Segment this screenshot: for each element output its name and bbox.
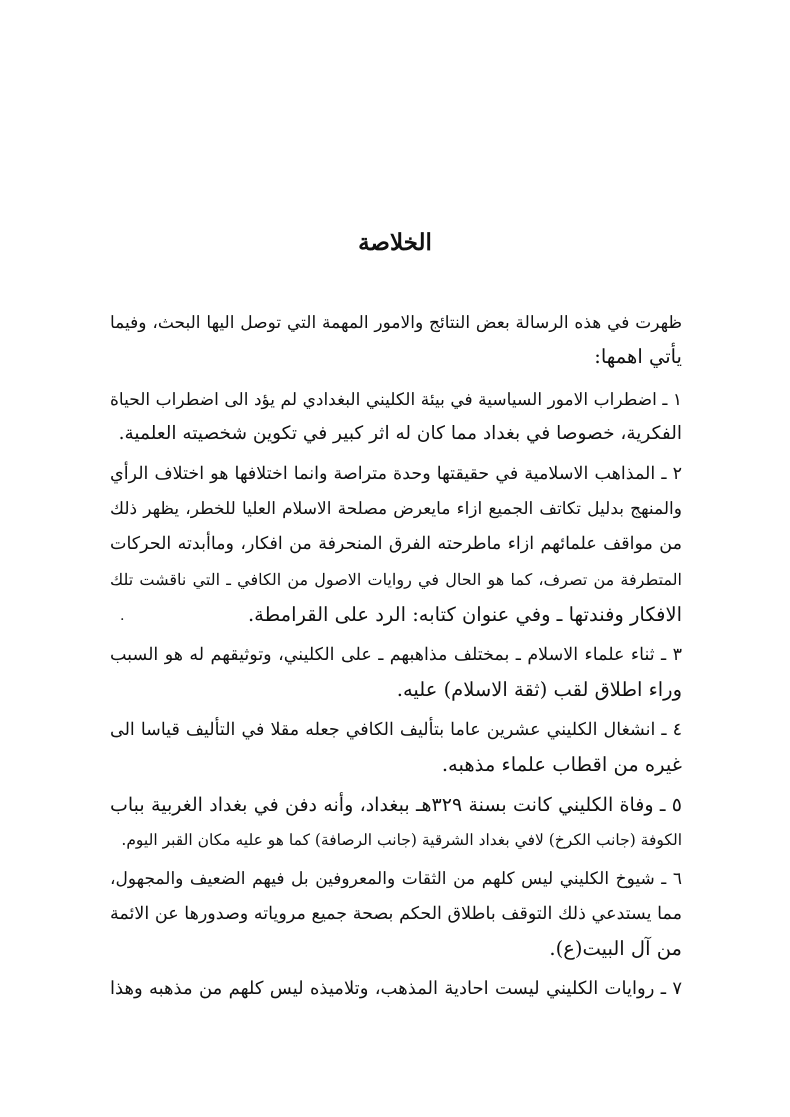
text-line: ١ ـ اضطراب الامور السياسية في بيئة الكليني البغدادي لم يؤد الى اضطراب الحياة: [110, 390, 682, 410]
text-line: من مواقف علمائهم ازاء ماطرحته الفرق المنحرفة من افكار، وماأبدته الحركات: [110, 534, 682, 554]
text-line: وراء اطلاق لقب (ثقة الاسلام) عليه.: [396, 678, 682, 701]
text-line: مما يستدعي ذلك التوقف باطلاق الحكم بصحة جميع مروياته وصدورها عن الائمة: [110, 904, 682, 924]
text-line: والمنهج بدليل تكاتف الجميع ازاء مايعرض مصلحة الاسلام العليا للخطر، يظهر ذلك: [110, 499, 682, 519]
text-line: يأتي اهمها:: [594, 345, 682, 368]
text-line: غيره من اقطاب علماء مذهبه.: [441, 753, 682, 776]
text-line: ٢ ـ المذاهب الاسلامية في حقيقتها وحدة متراصة وانما اختلافها هو اختلاف الرأي: [110, 464, 682, 484]
text-line: المتطرفة من تصرف، كما هو الحال في روايات الاصول من الكافي ـ التي ناقشت تلك: [110, 570, 682, 589]
text-line: ٦ ـ شيوخ الكليني ليس كلهم من الثقات والمعروفين بل فيهم الضعيف والمجهول،: [110, 869, 682, 889]
text-line: ٤ ـ انشغال الكليني عشرين عاما بتأليف الكافي جعله مقلا في التأليف قياسا الى: [110, 720, 682, 740]
text-line: ظهرت في هذه الرسالة بعض النتائج والامور المهمة التي توصل اليها البحث، وفيما: [110, 313, 682, 333]
text-line: الافكار وفندتها ـ وفي عنوان كتابه: الرد على القرامطة.: [247, 603, 682, 626]
text-line: من آل البيت(ع).: [549, 937, 682, 960]
page-title: الخلاصة: [358, 229, 432, 256]
text-line: ٣ ـ ثناء علماء الاسلام ـ بمختلف مذاهبهم ـ على الكليني، وتوثيقهم له هو السبب: [110, 645, 682, 665]
text-line: ٧ ـ روايات الكليني ليست احادية المذهب، وتلاميذه ليس كلهم من مذهبه وهذا: [110, 978, 682, 999]
text-line: الكوفة (جانب الكرخ) لافي بغداد الشرقية (جانب الرصافة) كما هو عليه مكان القبر اليوم.: [121, 831, 682, 849]
text-line: الفكرية، خصوصا في بغداد مما كان له اثر كبير في تكوين شخصيته العلمية.: [118, 423, 682, 444]
text-line: ٥ ـ وفاة الكليني كانت بسنة ٣٢٩هـ ببغداد، وأنه دفن في بغداد الغربية بباب: [110, 794, 682, 816]
stray-mark: .: [120, 608, 125, 624]
